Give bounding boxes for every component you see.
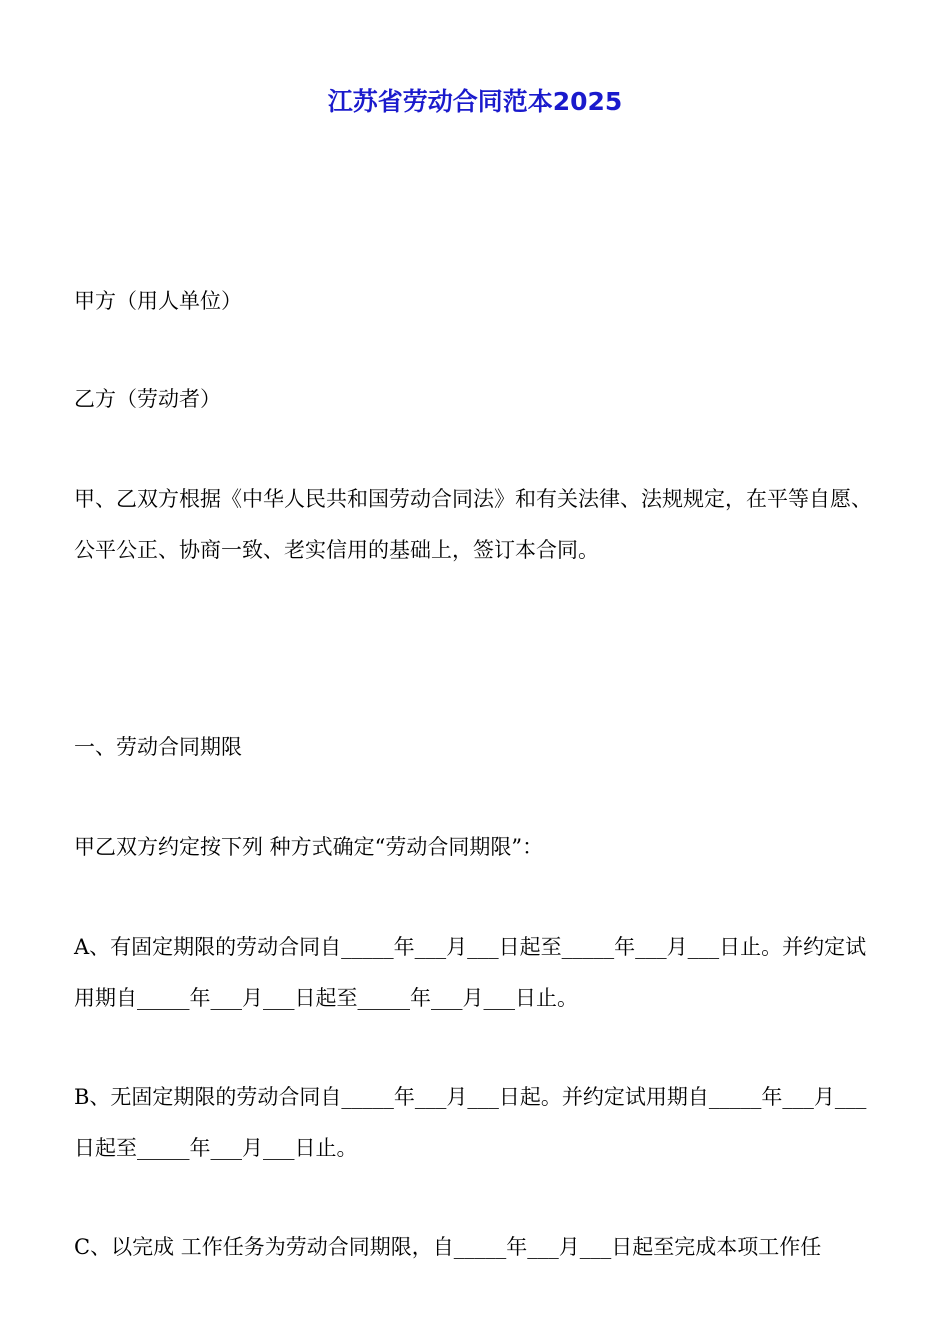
party-a-label: 甲方（用人单位） <box>74 289 242 313</box>
option-a-paragraph: A、有固定期限的劳动合同自_____年___月___日起至_____年___月___日止。并约定试用期自_____年___月___日起至_____年___月___日止。 <box>74 935 867 1010</box>
option-b-paragraph: B、无固定期限的劳动合同自_____年___月___日起。并约定试用期自_____年___月___日起至_____年___月___日止。 <box>74 1085 867 1160</box>
preamble-paragraph: 甲、乙双方根据《中华人民共和国劳动合同法》和有关法律、法规规定，在平等自愿、公平公正、协商一致、老实信用的基础上，签订本合同。 <box>74 487 872 562</box>
section-intro-paragraph: 甲乙双方约定按下列 种方式确定“劳动合同期限”： <box>74 835 544 859</box>
option-c-paragraph: C、以完成 工作任务为劳动合同期限，自_____年___月___日起至完成本项工作任 <box>74 1235 822 1259</box>
document-title: 江苏省劳动合同范本2025 <box>327 87 623 116</box>
section-heading: 一、劳动合同期限 <box>74 735 242 759</box>
party-b-label: 乙方（劳动者） <box>74 387 221 411</box>
